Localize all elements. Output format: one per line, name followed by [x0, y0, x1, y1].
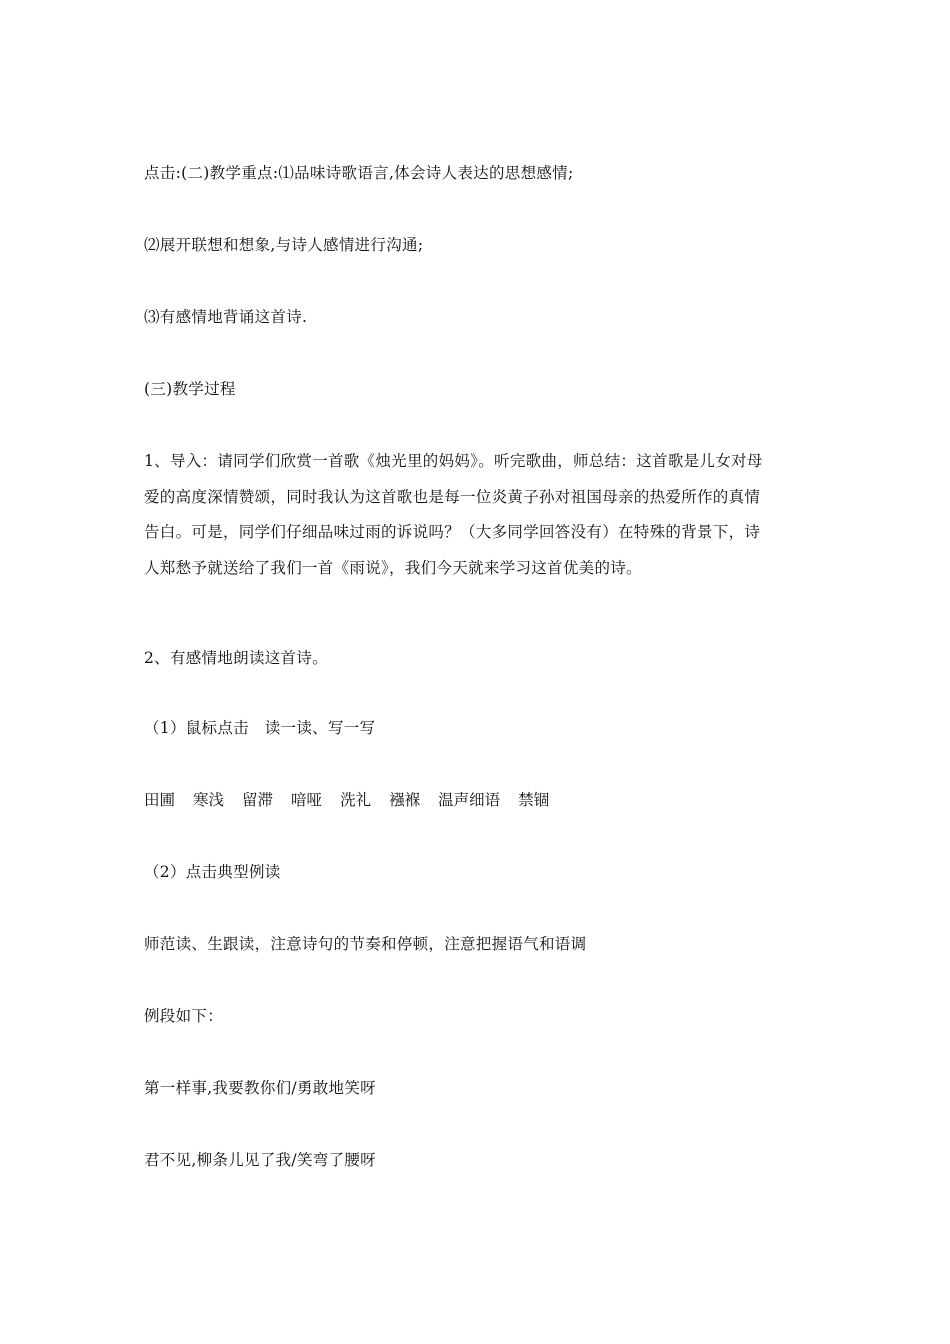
vocab-word: 田圃 — [144, 791, 176, 809]
poem-line: 君不见,柳条儿见了我/笑弯了腰呀 — [144, 1151, 376, 1169]
vocab-word: 襁褓 — [389, 791, 421, 809]
teaching-focus-heading: 点击:(二)教学重点:⑴品味诗歌语言,体会诗人表达的思想感情; — [144, 164, 574, 182]
reading-step-heading: 2、有感情地朗读这首诗。 — [144, 649, 328, 667]
intro-line: 告白。可是，同学们仔细品味过雨的诉说吗？（大多同学回答没有）在特殊的背景下，诗 — [144, 523, 761, 541]
example-intro: 例段如下： — [144, 1007, 224, 1025]
intro-line: 人郑愁予就送给了我们一首《雨说》，我们今天就来学习这首优美的诗。 — [144, 558, 642, 577]
vocab-word: 温声细语 — [438, 791, 501, 809]
teaching-focus-item-3: ⑶有感情地背诵这首诗. — [144, 308, 308, 326]
read-write-subheading: （1）鼠标点击 读一读、写一写 — [144, 719, 376, 737]
example-reading-subheading: （2）点击典型例读 — [144, 863, 281, 881]
vocabulary-list — [144, 790, 549, 810]
vocab-word: 喑哑 — [291, 791, 323, 809]
poem-line: 第一样事,我要教你们/勇敢地笑呀 — [144, 1079, 376, 1097]
vocab-word: 洗礼 — [340, 791, 372, 809]
teaching-focus-item-2: ⑵展开联想和想象,与诗人感情进行沟通; — [144, 236, 424, 254]
intro-line: 爱的高度深情赞颂，同时我认为这首歌也是每一位炎黄子孙对祖国母亲的热爱所作的真情 — [144, 487, 761, 506]
vocab-word: 寒浅 — [193, 791, 225, 809]
reading-instruction: 师范读、生跟读，注意诗句的节奏和停顿，注意把握语气和语调 — [144, 935, 587, 953]
teaching-process-heading: (三)教学过程 — [144, 380, 236, 398]
vocab-word: 留滞 — [242, 791, 274, 809]
vocab-word: 禁锢 — [518, 791, 550, 809]
intro-paragraph — [144, 444, 816, 586]
intro-line: 1、导入：请同学们欣赏一首歌《烛光里的妈妈》。听完歌曲，师总结：这首歌是儿女对母 — [144, 452, 763, 470]
